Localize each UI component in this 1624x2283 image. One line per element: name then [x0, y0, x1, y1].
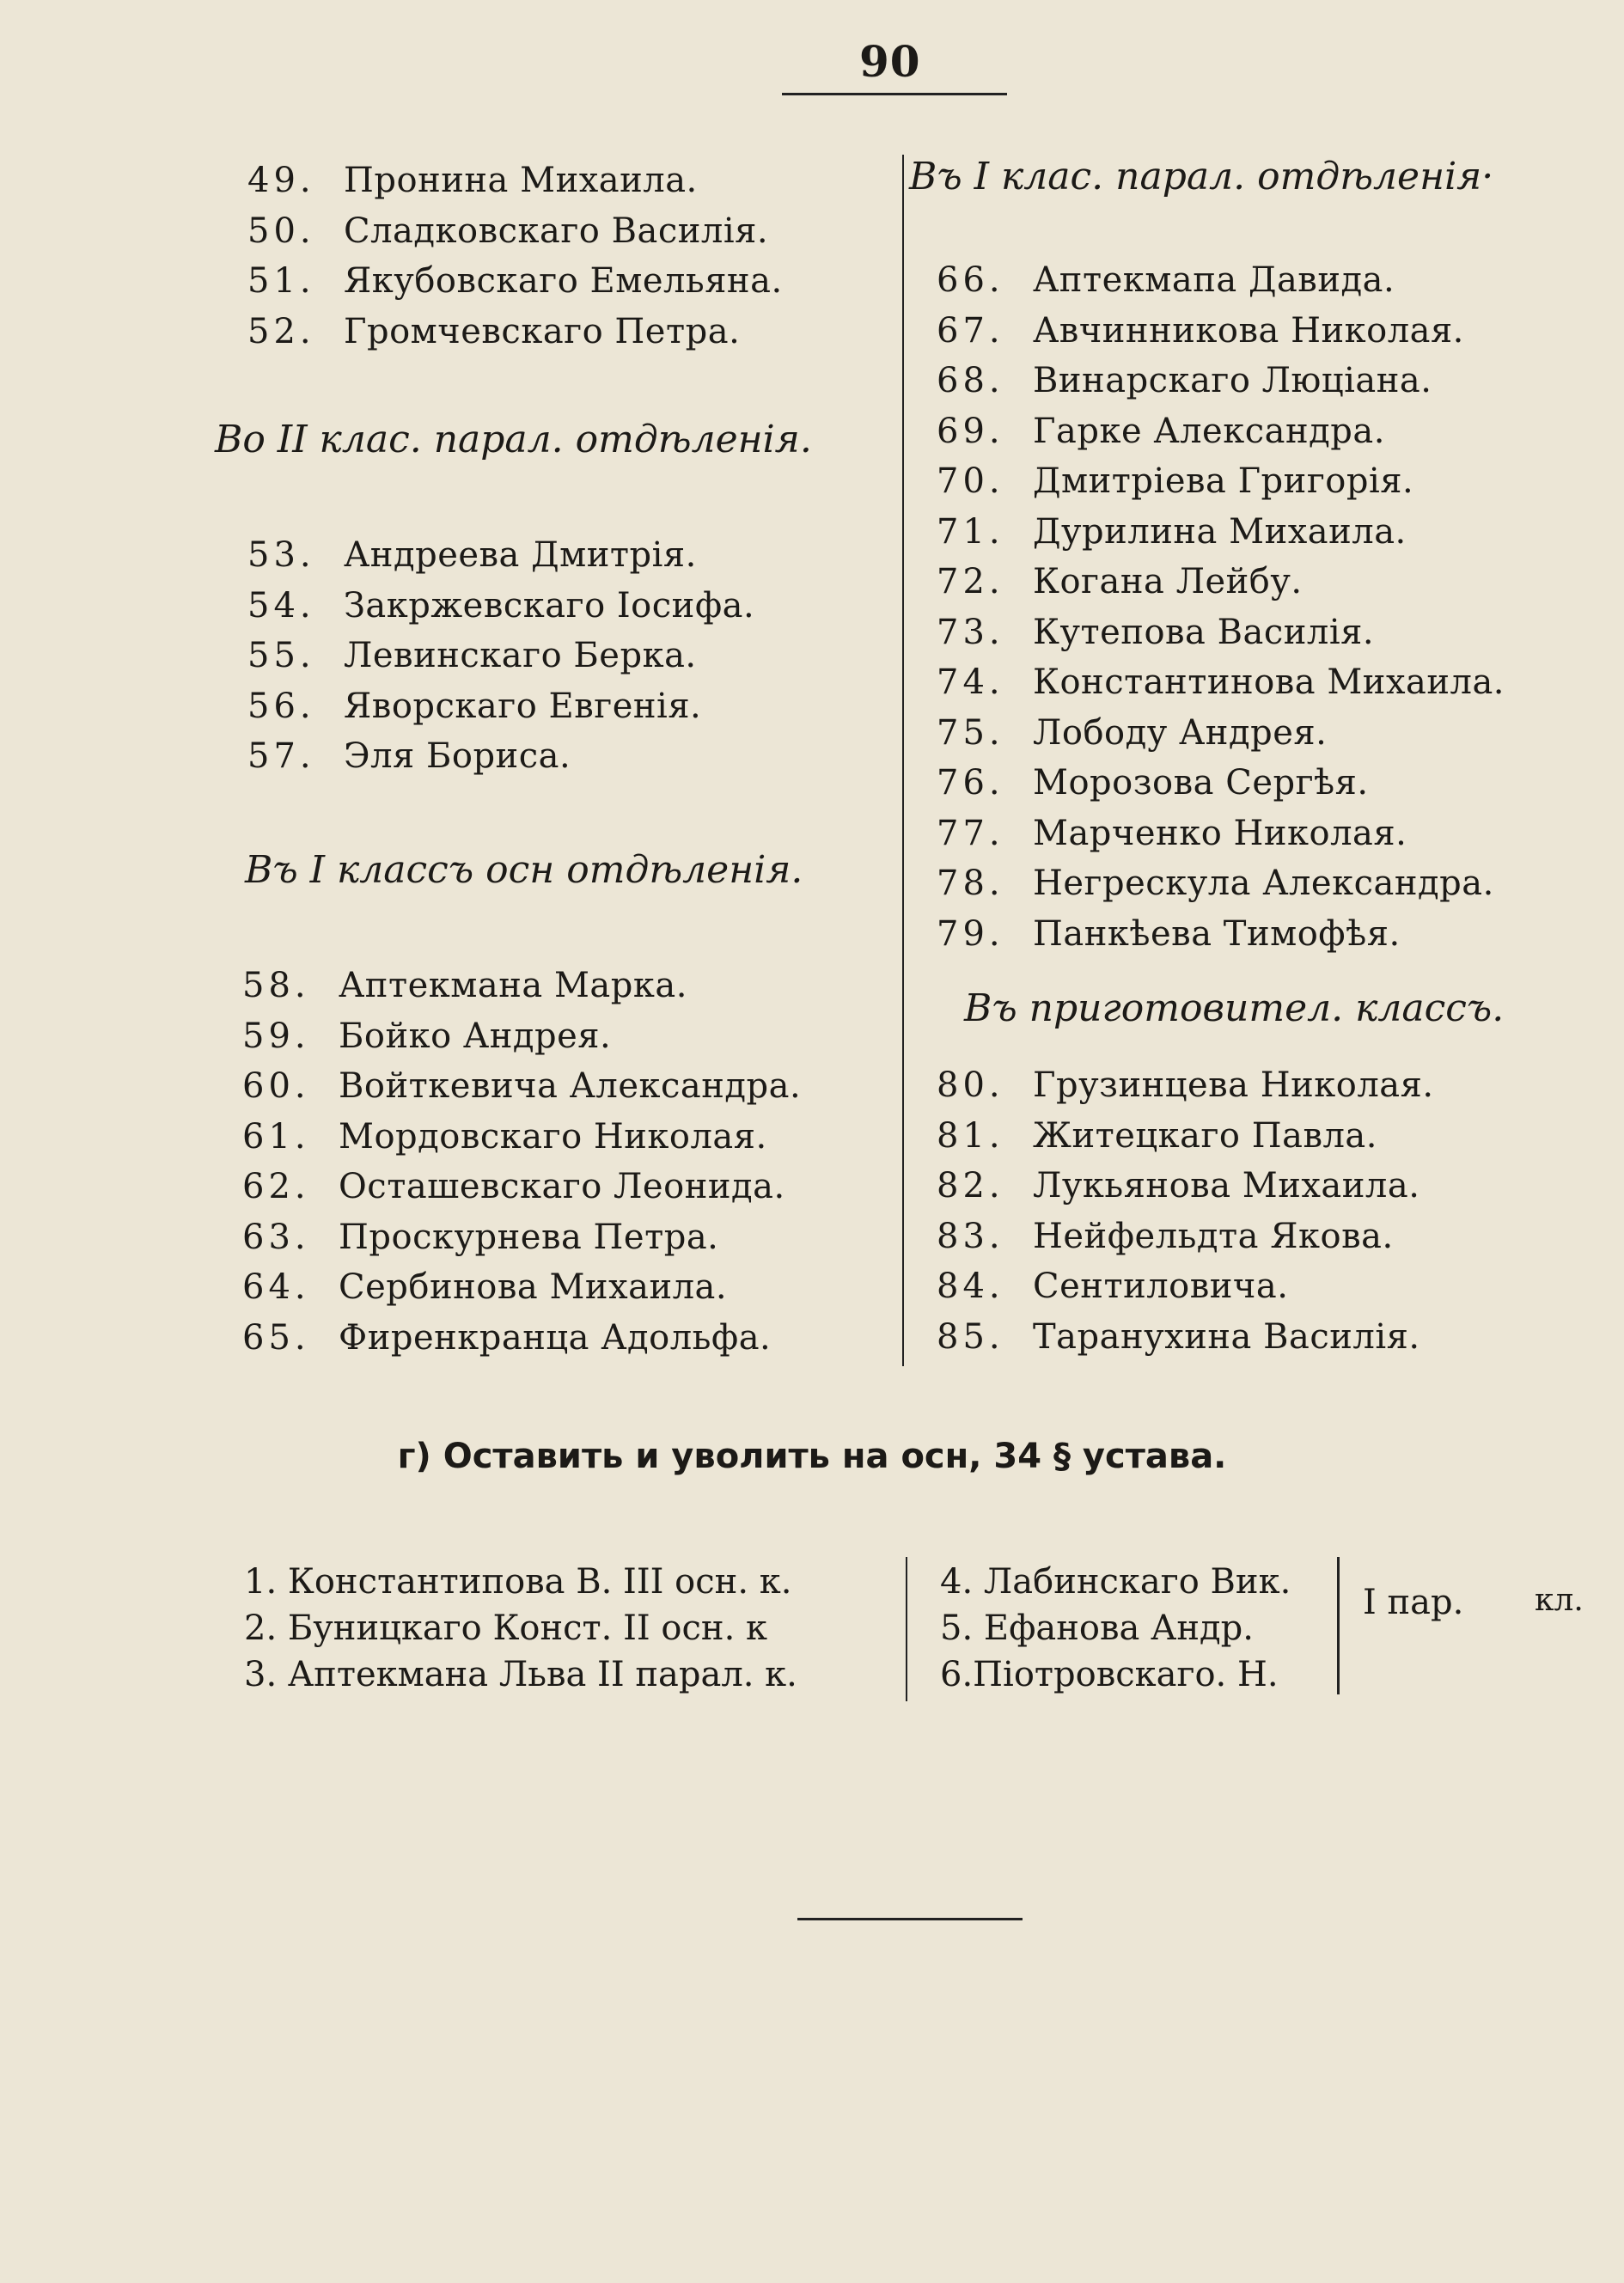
list-item: 59. Бойко Андрея. — [242, 1016, 612, 1056]
list-item: 84. Сентиловича. — [937, 1267, 1289, 1306]
heading-i-paral: Въ I клас. парал. отдѣленія· — [909, 155, 1494, 198]
list-item: 56. Яворскаго Евгенія. — [247, 686, 702, 726]
list-item: 57. Эля Бориса. — [247, 736, 571, 776]
list-item: 85. Таранухина Василія. — [937, 1316, 1420, 1357]
list-item: 58. Аптекмана Марка. — [242, 966, 687, 1005]
list-item: 79. Панкѣева Тимофѣя. — [937, 913, 1401, 954]
dismissed-right-item: 4. Лабинскаго Вик. — [940, 1562, 1291, 1602]
heading-prep: Въ приготовител. классъ. — [964, 986, 1505, 1030]
list-item: 50. Сладковскаго Василія. — [247, 211, 769, 251]
list-item: 64. Сербинова Михаила. — [242, 1267, 728, 1307]
dismissed-right-item: 5. Ефанова Андр. — [940, 1608, 1254, 1648]
list-item: 75. Лободу Андрея. — [937, 712, 1328, 753]
group-bracket — [1337, 1557, 1340, 1694]
list-item: 67. Авчинникова Николая. — [937, 310, 1464, 351]
list-item: 77. Марченко Николая. — [937, 813, 1407, 853]
bottom-rule — [797, 1918, 1023, 1920]
list-item: 74. Константинова Михаила. — [937, 662, 1505, 702]
dismissed-left-item: 1. Константипова В. III осн. к. — [244, 1562, 792, 1602]
group-note: кл. — [1535, 1583, 1584, 1618]
dismissed-left-item: 2. Буницкаго Конст. II осн. к — [244, 1608, 768, 1648]
list-item: 51. Якубовскаго Емельяна. — [247, 261, 783, 301]
section-g-heading: г) Оставить и уволить на осн, 34 § устава. — [397, 1437, 1227, 1476]
list-item: 76. Морозова Сергѣя. — [937, 763, 1369, 803]
list-item: 66. Аптекмапа Давида. — [937, 260, 1395, 300]
list-item: 65. Фиренкранца Адольфа. — [242, 1317, 772, 1358]
heading-ii-paral: Во II клас. парал. отдѣленія. — [215, 418, 812, 461]
list-item: 60. Войткевича Александра. — [242, 1066, 802, 1106]
left-ii-list — [247, 530, 754, 782]
list-item: 55. Левинскаго Берка. — [247, 636, 697, 675]
left-top-list — [247, 156, 783, 357]
list-item: 52. Громчевскаго Петра. — [247, 311, 741, 351]
dismissed-right-item: 6.Піотровскаго. Н. — [940, 1655, 1279, 1694]
list-item: 49. Пронина Михаила. — [247, 161, 698, 200]
list-item: 62. Осташевскаго Леонида. — [242, 1167, 785, 1206]
list-item: 70. Дмитріева Григорія. — [937, 461, 1414, 501]
list-item: 53. Андреева Дмитрія. — [247, 535, 697, 575]
dismissed-left-item: 3. Аптекмана Льва II парал. к. — [244, 1655, 797, 1694]
list-item: 63. Проскурнева Петра. — [242, 1217, 719, 1257]
heading-i-osn: Въ I классъ осн отдѣленія. — [245, 848, 803, 892]
list-item: 54. Закржевскаго Іосифа. — [247, 585, 755, 626]
column-divider — [902, 155, 904, 1366]
list-item: 71. Дурилина Михаила. — [937, 511, 1407, 552]
list-item: 69. Гарке Александра. — [937, 411, 1385, 451]
list-item: 81. Житецкаго Павла. — [937, 1115, 1377, 1156]
list-item: 80. Грузинцева Николая. — [937, 1065, 1434, 1105]
list-item: 68. Винарскаго Люціана. — [937, 361, 1432, 400]
page-number: 90 — [859, 36, 921, 87]
list-item: 82. Лукьянова Михаила. — [937, 1166, 1420, 1206]
left-i-osn-list — [242, 961, 801, 1363]
group-label: I пар. — [1363, 1583, 1464, 1622]
list-item: 73. Кутепова Василія. — [937, 612, 1375, 652]
bottom-divider — [906, 1557, 907, 1701]
top-rule — [782, 93, 1007, 95]
list-item: 61. Мордовскаго Николая. — [242, 1116, 767, 1157]
list-item: 72. Когана Лейбу. — [937, 562, 1303, 601]
list-item: 78. Негрескула Александра. — [937, 864, 1494, 903]
list-item: 83. Нейфельдта Якова. — [937, 1216, 1394, 1256]
right-i-paral-list — [937, 255, 1505, 959]
right-prep-list — [937, 1060, 1434, 1362]
